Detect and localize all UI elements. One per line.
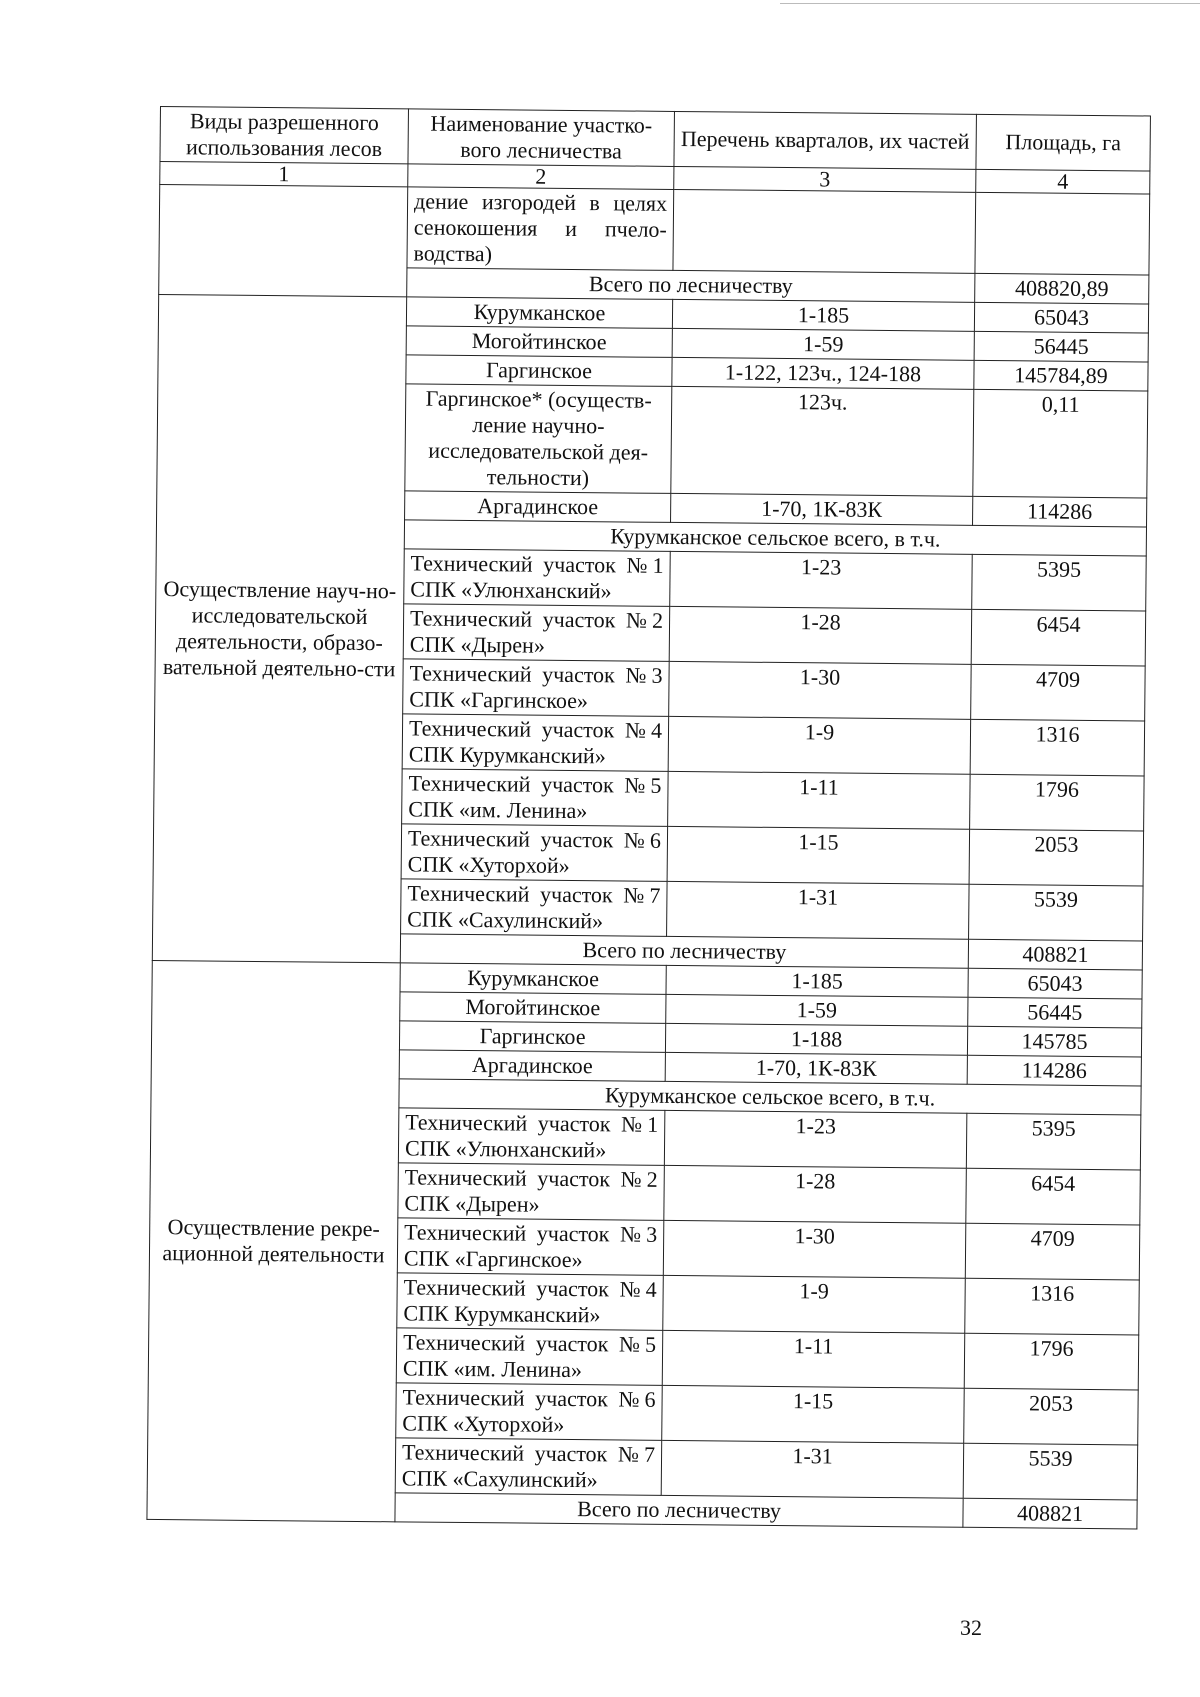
forestry-name: Могойтинское bbox=[406, 326, 672, 358]
technical-name: Технический участок №7 СПК «Сахулинский» bbox=[401, 879, 668, 937]
forestry-quarters: 1-70, 1К-83К bbox=[671, 493, 973, 525]
technical-quarters: 1-11 bbox=[662, 1330, 965, 1388]
technical-area: 5395 bbox=[972, 554, 1147, 611]
technical-name: Технический участок №4 СПК Курумканский» bbox=[402, 714, 669, 772]
page-number: 32 bbox=[960, 1615, 982, 1640]
continuation-text: дение изгородей в целях сенокошения и пчело-водства) bbox=[407, 187, 674, 271]
column-number: 3 bbox=[674, 166, 976, 192]
header-quarters: Перечень кварталов, их частей bbox=[674, 111, 977, 169]
technical-quarters: 1-28 bbox=[664, 1165, 967, 1223]
forestry-quarters: 1-70, 1К-83К bbox=[665, 1052, 967, 1084]
technical-area: 6454 bbox=[971, 609, 1146, 666]
technical-name: Технический участок №2 СПК «Дырен» bbox=[403, 604, 670, 662]
forestry-area: 0,11 bbox=[973, 389, 1148, 498]
use-type-cell: Осуществление науч-но-исследовательской деятельности, образо-вательной деятельно-сти bbox=[152, 294, 406, 962]
forestry-name: Могойтинское bbox=[400, 992, 666, 1024]
technical-quarters: 1-23 bbox=[670, 551, 973, 609]
use-type-cell: Осуществление рекре-ационной деятельности bbox=[147, 960, 400, 1521]
technical-area: 2053 bbox=[964, 1388, 1139, 1445]
technical-area: 5395 bbox=[966, 1113, 1141, 1170]
technical-area: 4709 bbox=[971, 664, 1146, 721]
subtotal-label: Курумканское сельское всего, в т.ч. bbox=[399, 1079, 1141, 1115]
header-row bbox=[160, 107, 1150, 172]
forestry-name: Гаргинское bbox=[406, 355, 672, 387]
use-type-cell bbox=[159, 185, 408, 297]
forestry-area: 65043 bbox=[968, 968, 1142, 999]
technical-quarters: 1-28 bbox=[669, 606, 972, 664]
total-area: 408820,89 bbox=[975, 273, 1149, 304]
forestry-quarters: 1-59 bbox=[666, 994, 968, 1026]
column-number: 2 bbox=[408, 164, 674, 190]
technical-area: 1316 bbox=[970, 719, 1145, 776]
technical-quarters: 1-15 bbox=[667, 826, 970, 884]
forestry-area: 65043 bbox=[974, 302, 1148, 333]
technical-quarters: 1-15 bbox=[662, 1385, 965, 1443]
forestry-area: 56445 bbox=[968, 997, 1142, 1028]
technical-name: Технический участок №3 СПК «Гаргинское» bbox=[397, 1218, 664, 1276]
technical-name: Технический участок №1 СПК «Улюнханский» bbox=[404, 549, 671, 607]
total-label: Всего по лесничеству bbox=[407, 268, 975, 302]
technical-quarters: 1-9 bbox=[668, 716, 971, 774]
area-cell bbox=[975, 192, 1150, 275]
technical-name: Технический участок №6 СПК «Хуторхой» bbox=[401, 824, 668, 882]
forestry-quarters: 1-59 bbox=[672, 328, 974, 360]
technical-area: 5539 bbox=[969, 884, 1144, 941]
technical-quarters: 1-31 bbox=[661, 1440, 964, 1498]
technical-quarters: 1-23 bbox=[664, 1110, 967, 1168]
header-forestry-name: Наименование участко-вого лесничества bbox=[408, 109, 675, 167]
column-number: 4 bbox=[976, 169, 1150, 194]
technical-area: 1316 bbox=[965, 1278, 1140, 1335]
forestry-area: 56445 bbox=[974, 331, 1148, 362]
quarters-cell bbox=[673, 189, 976, 273]
continuation-row bbox=[159, 185, 1150, 275]
forestry-quarters: 1-122, 123ч., 124-188 bbox=[672, 357, 974, 389]
forestry-name: Аргадинское bbox=[399, 1050, 665, 1082]
technical-name: Технический участок №4 СПК Курумканский» bbox=[397, 1273, 664, 1331]
forestry-quarters: 123ч. bbox=[671, 386, 974, 496]
technical-area: 4709 bbox=[965, 1223, 1140, 1280]
technical-name: Технический участок №7 СПК «Сахулинский» bbox=[395, 1438, 662, 1496]
total-label: Всего по лесничеству bbox=[395, 1493, 963, 1527]
forestry-name: Гаргинское bbox=[399, 1021, 665, 1053]
subtotal-label: Курумканское сельское всего, в т.ч. bbox=[404, 520, 1146, 556]
technical-quarters: 1-9 bbox=[663, 1275, 966, 1333]
scan-edge-line bbox=[780, 0, 1200, 4]
forestry-area: 114286 bbox=[967, 1055, 1141, 1086]
column-number: 1 bbox=[160, 162, 408, 187]
forestry-name: Курумканское bbox=[400, 963, 666, 995]
technical-name: Технический участок №2 СПК «Дырен» bbox=[398, 1163, 665, 1221]
technical-name: Технический участок №6 СПК «Хуторхой» bbox=[396, 1383, 663, 1441]
total-label: Всего по лесничеству bbox=[400, 934, 968, 968]
forestry-quarters: 1-188 bbox=[665, 1023, 967, 1055]
forest-use-table bbox=[146, 106, 1151, 1529]
technical-quarters: 1-30 bbox=[663, 1220, 966, 1278]
technical-name: Технический участок №5 СПК «им. Ленина» bbox=[402, 769, 669, 827]
technical-quarters: 1-31 bbox=[667, 881, 970, 939]
technical-name: Технический участок №1 СПК «Улюнханский» bbox=[398, 1108, 665, 1166]
technical-area: 1796 bbox=[964, 1333, 1139, 1390]
forestry-quarters: 1-185 bbox=[672, 299, 974, 331]
technical-area: 1796 bbox=[970, 774, 1145, 831]
technical-name: Технический участок №3 СПК «Гаргинское» bbox=[403, 659, 670, 717]
forestry-name: Гаргинское* (осуществ-ление научно-исследовательской дея-тельности) bbox=[405, 384, 672, 494]
header-area: Площадь, га bbox=[976, 114, 1151, 171]
forestry-area: 145784,89 bbox=[974, 360, 1148, 391]
technical-quarters: 1-11 bbox=[668, 771, 971, 829]
forestry-name: Курумканское bbox=[406, 297, 672, 329]
header-use-type: Виды разрешенного использования лесов bbox=[160, 107, 409, 164]
forestry-area: 145785 bbox=[967, 1026, 1141, 1057]
forestry-quarters: 1-185 bbox=[666, 965, 968, 997]
technical-area: 5539 bbox=[963, 1443, 1138, 1500]
technical-name: Технический участок №5 СПК «им. Ленина» bbox=[396, 1328, 663, 1386]
total-area: 408821 bbox=[963, 1498, 1137, 1529]
forestry-area: 114286 bbox=[973, 496, 1147, 527]
technical-area: 6454 bbox=[966, 1168, 1141, 1225]
technical-area: 2053 bbox=[969, 829, 1144, 886]
forestry-name: Аргадинское bbox=[405, 491, 671, 523]
total-area: 408821 bbox=[968, 939, 1142, 970]
technical-quarters: 1-30 bbox=[669, 661, 972, 719]
